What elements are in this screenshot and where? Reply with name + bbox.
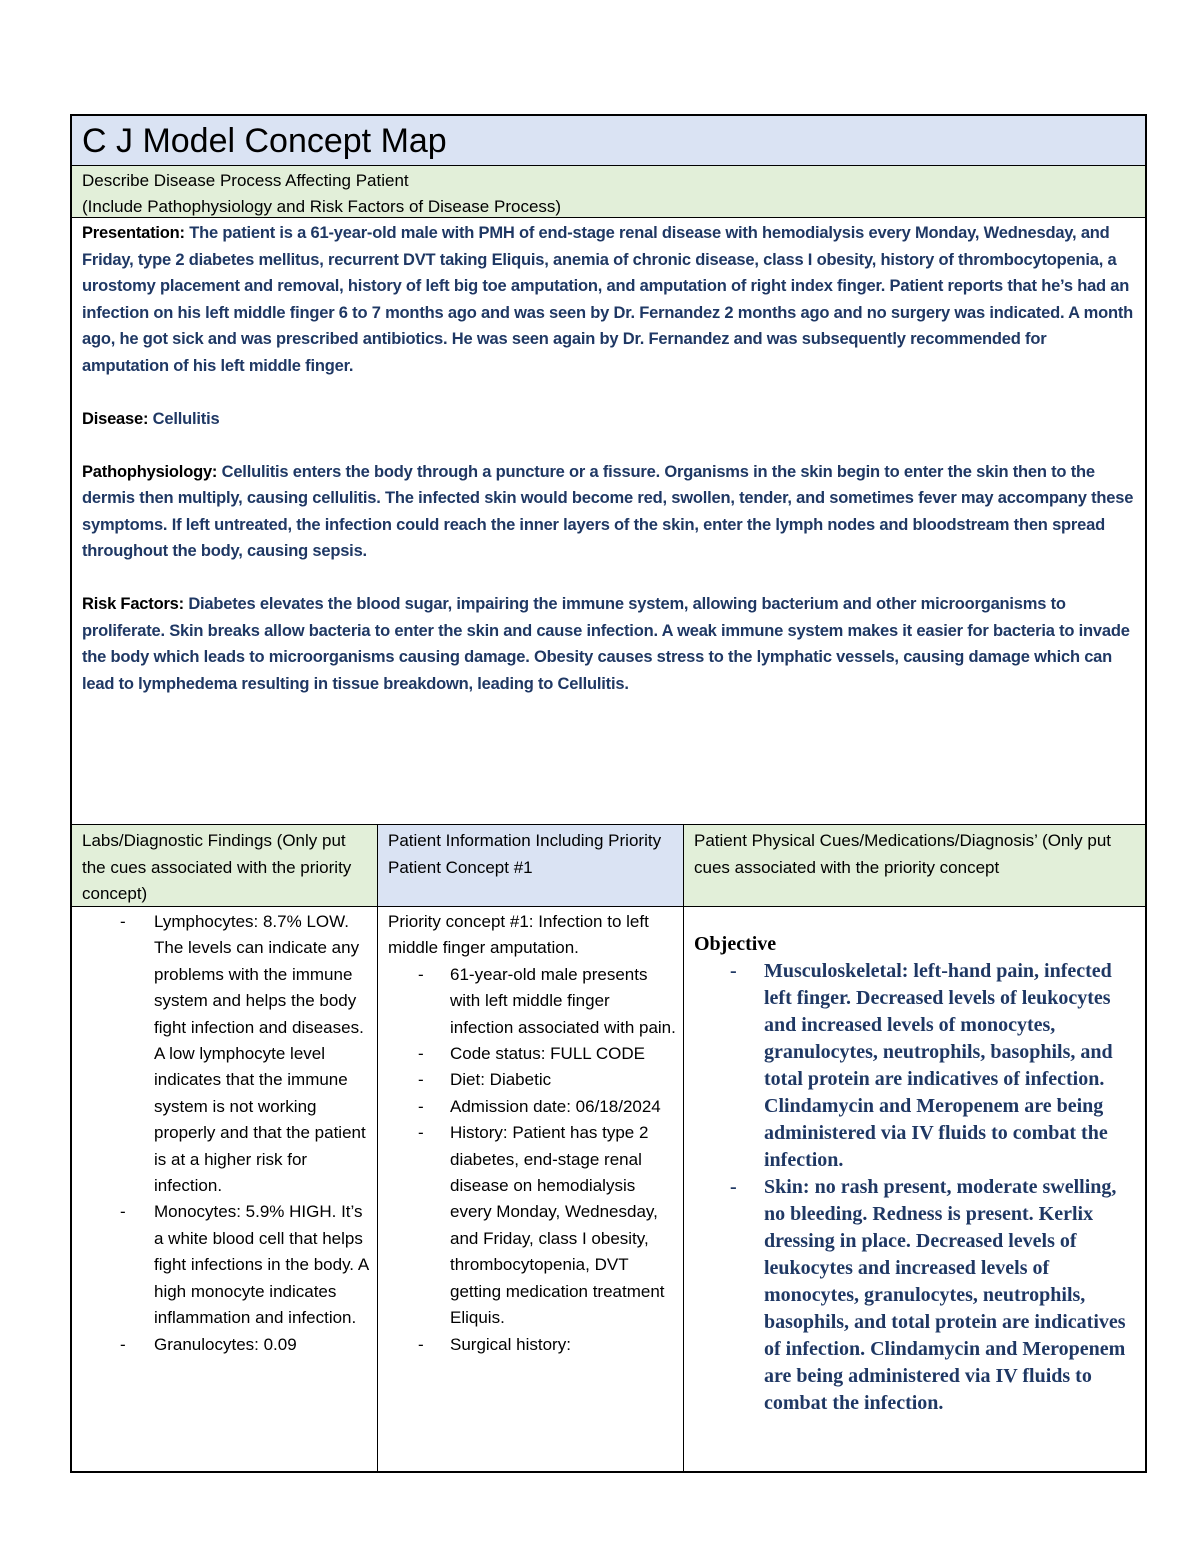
pathophysiology-label: Pathophysiology: [82,462,218,481]
objective-heading: Objective [694,933,777,955]
risk-factors-paragraph [82,591,1135,697]
cues-column-header: Patient Physical Cues/Medications/Diagnosis’ (Only put cues associated with the priority concept [684,825,1145,906]
list-item: - Musculoskeletal: left-hand pain, infected left finger. Decreased levels of leukocytes and increased levels of monocytes, granulocytes, neutrophils, basophils, and total protein are indicatives of infection. Clindamycin and Meropenem are being administered via IV fluids to combat the infection. [694,958,1139,1174]
column-headers [72,825,1145,907]
disease-label: Disease: [82,409,149,428]
disease-process-heading: Describe Disease Process Affecting Patient [82,171,409,190]
patient-column-header: Patient Information Including Priority Patient Concept #1 [378,825,684,906]
concept-map-table [70,114,1147,1473]
pathophysiology-paragraph [82,459,1135,565]
presentation-label: Presentation: [82,224,185,242]
patient-info-list [388,962,677,1358]
list-item: - Admission date: 06/18/2024 [388,1094,677,1120]
cues-column [684,907,1145,1471]
page-title: C J Model Concept Map [82,122,447,160]
list-item: - Monocytes: 5.9% HIGH. It’s a white blood cell that helps fight infections in the body. A high monocyte indicates inflammation and infection. [82,1199,371,1331]
objective-list [694,958,1139,1417]
list-item: - Diet: Diabetic [388,1067,677,1093]
list-item: - Lymphocytes: 8.7% LOW. The levels can indicate any problems with the immune system and helps the body fight infection and diseases. A low lymphocyte level indicates that the immune system is not working properly and that the patient is at a higher risk for infection. [82,909,371,1199]
pathophysiology-text: Cellulitis enters the body through a puncture or a fissure. Organisms in the skin begin to enter the skin then to the dermis then multiply, causing cellulitis. The infected skin would become red, swollen, tender, and sometimes fever may accompany these symptoms. If left untreated, the infection could reach the inner layers of the skin, enter the lymph nodes and bloodstream then spread throughout the body, causing sepsis. [82,462,1134,560]
list-item: - Surgical history: [388,1332,677,1358]
labs-column-header: Labs/Diagnostic Findings (Only put the cues associated with the priority concept) [72,825,378,906]
list-item: - Skin: no rash present, moderate swelling, no bleeding. Redness is present. Kerlix dressing in place. Decreased levels of leukocytes and increased levels of monocytes, granulocytes, neutrophils, basophils, and total protein are indicatives of infection. Clindamycin and Meropenem are being administered via IV fluids to combat the infection. [694,1174,1139,1417]
disease-paragraph [82,406,1135,433]
presentation-paragraph [82,220,1135,379]
disease-process-header [72,166,1145,218]
risk-factors-text: Diabetes elevates the blood sugar, impairing the immune system, allowing bacterium and other microorganisms to proliferate. Skin breaks allow bacteria to enter the skin and cause infection. A weak immune system makes it easier for bacteria to invade the body which leads to microorganisms causing damage. Obesity causes stress to the lymphatic vessels, causing damage which can lead to lymphedema resulting in tissue breakdown, leading to Cellulitis. [82,595,1130,693]
disease-process-note: (Include Pathophysiology and Risk Factors of Disease Process) [82,197,562,216]
labs-column [72,907,378,1471]
title-row [72,116,1145,166]
presentation-text: The patient is a 61-year-old male with PMH of end-stage renal disease with hemodialysis every Monday, Wednesday, and Friday, type 2 diabetes mellitus, recurrent DVT taking Eliquis, anemia of chronic disease, class I obesity, history of thrombocytopenia, a urostomy placement and removal, history of left big toe amputation, and amputation of right index finger. Patient reports that he’s had an infection on his left middle finger 6 to 7 months ago and was seen by Dr. Fernandez 2 months ago and no surgery was indicated. A month ago, he got sick and was prescribed antibiotics. He was seen again by Dr. Fernandez and was subsequently recommended for amputation of his left middle finger. [82,224,1134,375]
labs-list [82,909,371,1358]
list-item: - 61-year-old male presents with left middle finger infection associated with pain. [388,962,677,1041]
risk-factors-label: Risk Factors: [82,595,184,613]
priority-concept: Priority concept #1: Infection to left middle finger amputation. [388,912,649,958]
disease-text: Cellulitis [148,409,220,428]
list-item: - History: Patient has type 2 diabetes, end-stage renal disease on hemodialysis every Monday, Wednesday, and Friday, class I obesity, thrombocytopenia, DVT getting medication treatment Eliquis. [388,1120,677,1331]
list-item: - Code status: FULL CODE [388,1041,677,1067]
disease-description [72,218,1145,825]
patient-column [378,907,684,1471]
list-item: - Granulocytes: 0.09 [82,1332,371,1358]
column-bodies [72,907,1145,1471]
